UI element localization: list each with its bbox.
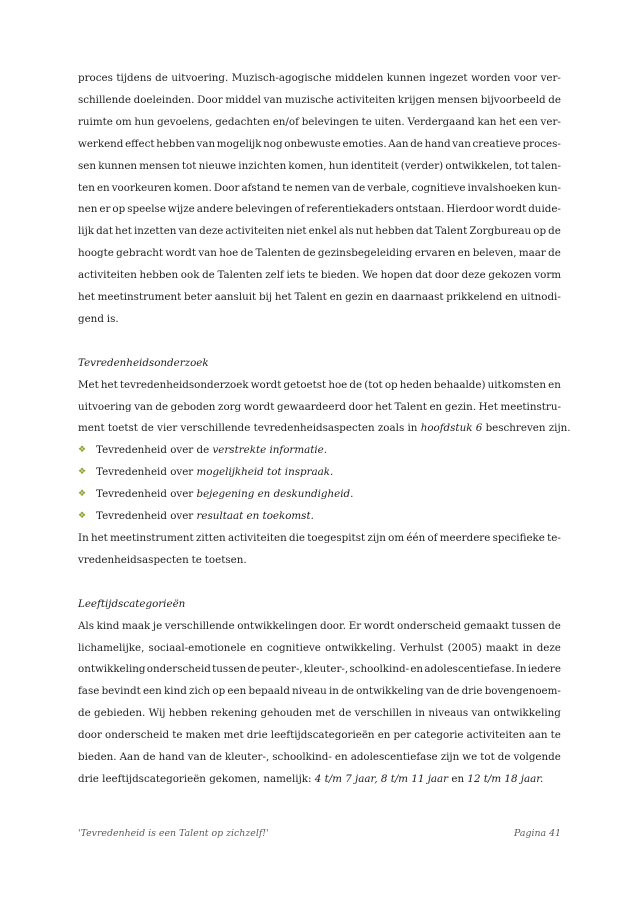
text-line: bieden. Aan de hand van de kleuter-, schoolkind- en adolescentiefase zijn we tot de volgende [78, 751, 561, 764]
text-line: werkend effect hebben van mogelijk nog onbewuste emoties. Aan de hand van creatieve proces- [78, 137, 561, 150]
bullet-item: ❖ Tevredenheid over de verstrekte informatie. [78, 440, 561, 462]
text-line: lijk dat het inzetten van deze activiteiten niet enkel als nut hebben dat Talent Zorgbureau op de [78, 225, 561, 238]
bullet-item: ❖ Tevredenheid over resultaat en toekomst. [78, 506, 561, 528]
text-line: uitvoering van de geboden zorg wordt gewaardeerd door het Talent en gezin. Het meetinstru- [78, 400, 561, 413]
page-footer [78, 828, 561, 839]
bullet-item: ❖ Tevredenheid over bejegening en deskundigheid. [78, 484, 561, 506]
diamond-bullet-icon: ❖ [78, 467, 87, 478]
paragraph-leeftijdscategorieen [78, 616, 561, 769]
text-line: ruimte om hun gevoelens, gedachten en/of belevingen te uiten. Verdergaand kan het een ver- [78, 115, 561, 128]
text-line: ontwikkeling onderscheid tussen de peuter-, kleuter-, schoolkind- en adolescentiefase. In iedere [78, 663, 561, 676]
text-line: proces tijdens de uitvoering. Muzisch-agogische middelen kunnen ingezet worden voor ver- [78, 72, 561, 84]
text-line: ten en voorkeuren komen. Door afstand te nemen van de verbale, cognitieve invalshoeken kun- [78, 181, 561, 194]
text-line: gend is. [78, 312, 119, 325]
text-line: door onderscheid te maken met drie leeftijdscategorieën en per categorie activiteiten aan te [78, 729, 561, 742]
text-line: het meetinstrument beter aansluit bij het Talent en gezin en daarnaast prikkelend en uitnodi- [78, 291, 561, 304]
diamond-bullet-icon: ❖ [78, 445, 87, 456]
section-heading-leeftijdscategorieen: Leeftijdscategorieën [78, 597, 186, 610]
text-line: schillende doeleinden. Door middel van muzische activiteiten krijgen mensen bijvoorbeeld de [78, 93, 561, 106]
text-line: Als kind maak je verschillende ontwikkelingen door. Er wordt onderscheid gemaakt tussen de [78, 619, 561, 632]
text-line: de gebieden. Wij hebben rekening gehouden met de verschillen in niveaus van ontwikkeling [78, 707, 561, 720]
bullet-list [78, 440, 561, 528]
text-line: Met het tevredenheidsonderzoek wordt getoetst hoe de (tot op heden behaalde) uitkomsten en [78, 378, 561, 391]
paragraph-tevredenheidsonderzoek [78, 375, 561, 419]
bullet-item: ❖ Tevredenheid over mogelijkheid tot inspraak. [78, 462, 561, 484]
paragraph-muzisch-agogisch [78, 68, 561, 331]
document-body [78, 68, 571, 791]
text-line: fase bevindt een kind zich op een bepaald niveau in de ontwikkeling van de drie bovengenoem- [78, 685, 561, 698]
text-line: sen kunnen mensen tot nieuwe inzichten komen, hun identiteit (verder) ontwikkelen, tot talen- [78, 159, 561, 172]
footer-title: 'Tevredenheid is een Talent op zichzelf!' [78, 828, 269, 839]
diamond-bullet-icon: ❖ [78, 489, 87, 500]
text-line: activiteiten hebben ook de Talenten zelf iets te bieden. We hopen dat door deze gekozen vorm [78, 269, 561, 282]
section-heading-tevredenheidsonderzoek: Tevredenheidsonderzoek [78, 356, 209, 369]
diamond-bullet-icon: ❖ [78, 511, 87, 522]
text-line: hoogte gebracht wordt van hoe de Talenten de gezinsbegeleiding ervaren en beleven, maar de [78, 247, 561, 260]
text-line: vredenheidsaspecten te toetsen. [78, 553, 247, 566]
paragraph-meetinstrument [78, 528, 561, 572]
text-line: lichamelijke, sociaal-emotionele en cognitieve ontwikkeling. Verhulst (2005) maakt in deze [78, 641, 561, 654]
text-line: In het meetinstrument zitten activiteiten die toegespitst zijn om één of meerdere specifieke te- [78, 532, 561, 545]
text-line: nen er op speelse wijze andere belevingen of referentiekaders ontstaan. Hierdoor wordt duide- [78, 203, 561, 216]
text-line: drie leeftijdscategorieën gekomen, namelijk: 4 t/m 7 jaar, 8 t/m 11 jaar en 12 t/m 18 jaar. [78, 772, 544, 785]
text-line: ment toetst de vier verschillende tevredenheidsaspecten zoals in hoofdstuk 6 beschreven zijn. [78, 422, 571, 435]
page-number: Pagina 41 [513, 828, 561, 839]
